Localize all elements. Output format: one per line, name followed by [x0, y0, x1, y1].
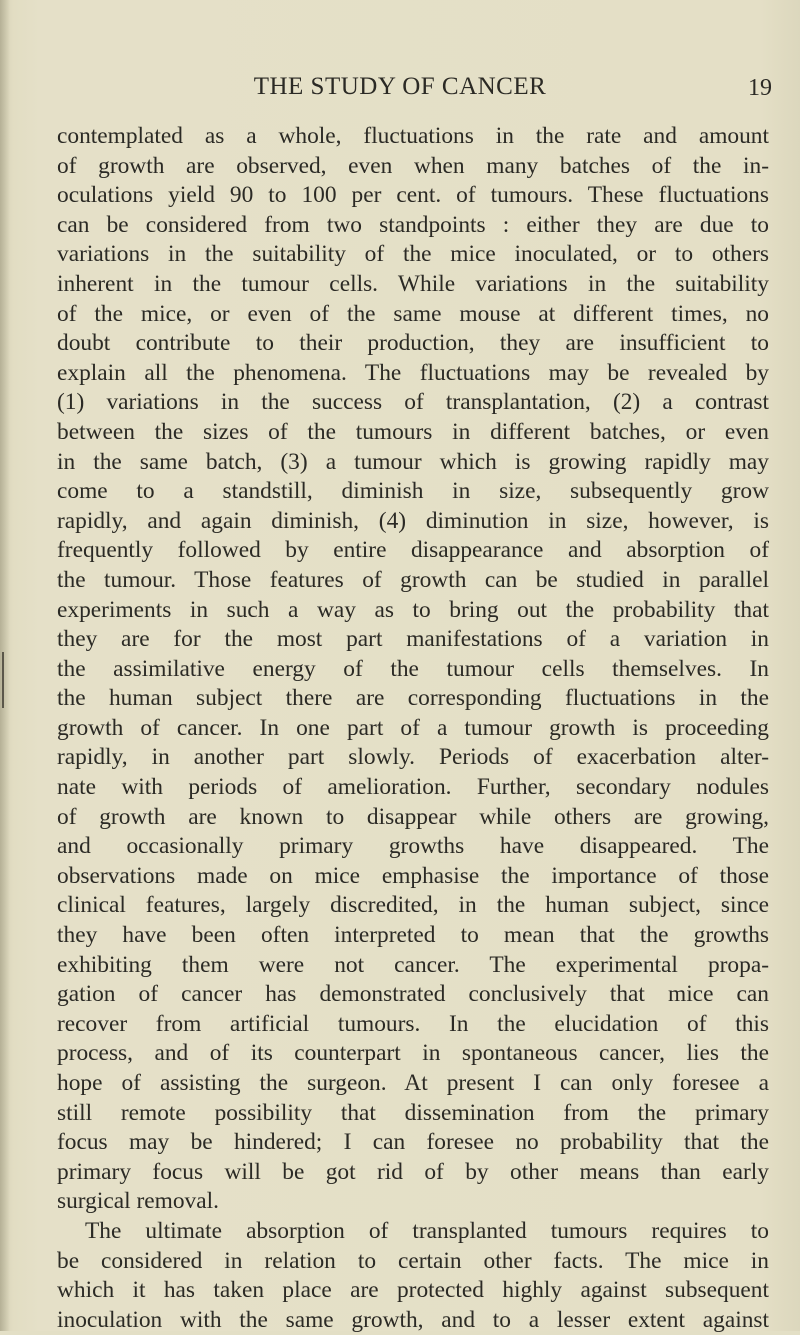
- text-line: the tumour. Those features of growth can be studied in parallel: [57, 566, 769, 593]
- text-line: process, and of its counterpart in spontaneous cancer, lies the: [57, 1040, 769, 1067]
- text-line: primary focus will be got rid of by other means than early: [57, 1158, 769, 1185]
- text-line: still remote possibility that dissemination from the primary: [57, 1099, 769, 1126]
- margin-pencil-mark: [2, 652, 4, 708]
- text-line: which it has taken place are protected highly against subsequent: [57, 1277, 769, 1304]
- text-line: recover from artificial tumours. In the elucidation of this: [57, 1010, 769, 1037]
- text-line: of growth are known to disappear while others are growing,: [57, 803, 769, 830]
- text-line: growth of cancer. In one part of a tumour growth is proceeding: [57, 714, 769, 741]
- text-line: hope of assisting the surgeon. At present I can only foresee a: [57, 1070, 769, 1096]
- text-line: can be considered from two standpoints : either they are due to: [57, 211, 769, 238]
- text-line: inoculation with the same growth, and to a lesser extent against: [57, 1306, 769, 1333]
- text-line: inherent in the tumour cells. While variations in the suitability: [57, 270, 769, 297]
- text-line: surgical removal.: [57, 1188, 219, 1215]
- text-line-paragraph-start: The ultimate absorption of transplanted tumours requires to: [85, 1217, 769, 1244]
- body-text: [57, 122, 769, 1335]
- text-line: they have been often interpreted to mean that the growths: [57, 922, 769, 949]
- text-line: exhibiting them were not cancer. The experimental propa-: [57, 951, 769, 978]
- page-header: [0, 73, 800, 113]
- text-line: focus may be hindered; I can foresee no probability that the: [57, 1129, 769, 1156]
- text-line: come to a standstill, diminish in size, subsequently grow: [57, 478, 769, 505]
- page-number: 19: [748, 75, 772, 101]
- text-line: and occasionally primary growths have disappeared. The: [57, 833, 769, 860]
- text-line: (1) variations in the success of transplantation, (2) a contrast: [57, 389, 769, 416]
- text-line: of the mice, or even of the same mouse at different times, no: [57, 300, 769, 327]
- text-line: rapidly, in another part slowly. Periods of exacerbation alter-: [57, 744, 769, 771]
- text-line: the assimilative energy of the tumour cells themselves. In: [57, 655, 769, 682]
- text-line: explain all the phenomena. The fluctuations may be revealed by: [57, 359, 769, 386]
- text-line: of growth are observed, even when many batches of the in-: [57, 152, 769, 179]
- text-line: experiments in such a way as to bring out the probability that: [57, 596, 769, 623]
- text-line: rapidly, and again diminish, (4) diminution in size, however, is: [57, 507, 769, 534]
- text-line: nate with periods of amelioration. Further, secondary nodules: [57, 774, 769, 801]
- text-line: they are for the most part manifestations of a variation in: [57, 626, 769, 653]
- text-line: the human subject there are corresponding fluctuations in the: [57, 685, 769, 712]
- text-line: between the sizes of the tumours in different batches, or even: [57, 418, 769, 445]
- text-line: be considered in relation to certain other facts. The mice in: [57, 1247, 769, 1274]
- text-line: doubt contribute to their production, they are insufficient to: [57, 330, 769, 357]
- text-line: gation of cancer has demonstrated conclusively that mice can: [57, 981, 769, 1008]
- running-head: THE STUDY OF CANCER: [253, 73, 547, 100]
- text-line: in the same batch, (3) a tumour which is growing rapidly may: [57, 448, 769, 475]
- text-line: oculations yield 90 to 100 per cent. of tumours. These fluctuations: [57, 182, 769, 209]
- text-line: variations in the suitability of the mice inoculated, or to others: [57, 241, 769, 268]
- text-line: contemplated as a whole, fluctuations in the rate and amount: [57, 123, 769, 149]
- text-line: frequently followed by entire disappearance and absorption of: [57, 537, 769, 564]
- text-line: clinical features, largely discredited, in the human subject, since: [57, 892, 769, 919]
- text-line: observations made on mice emphasise the importance of those: [57, 862, 769, 889]
